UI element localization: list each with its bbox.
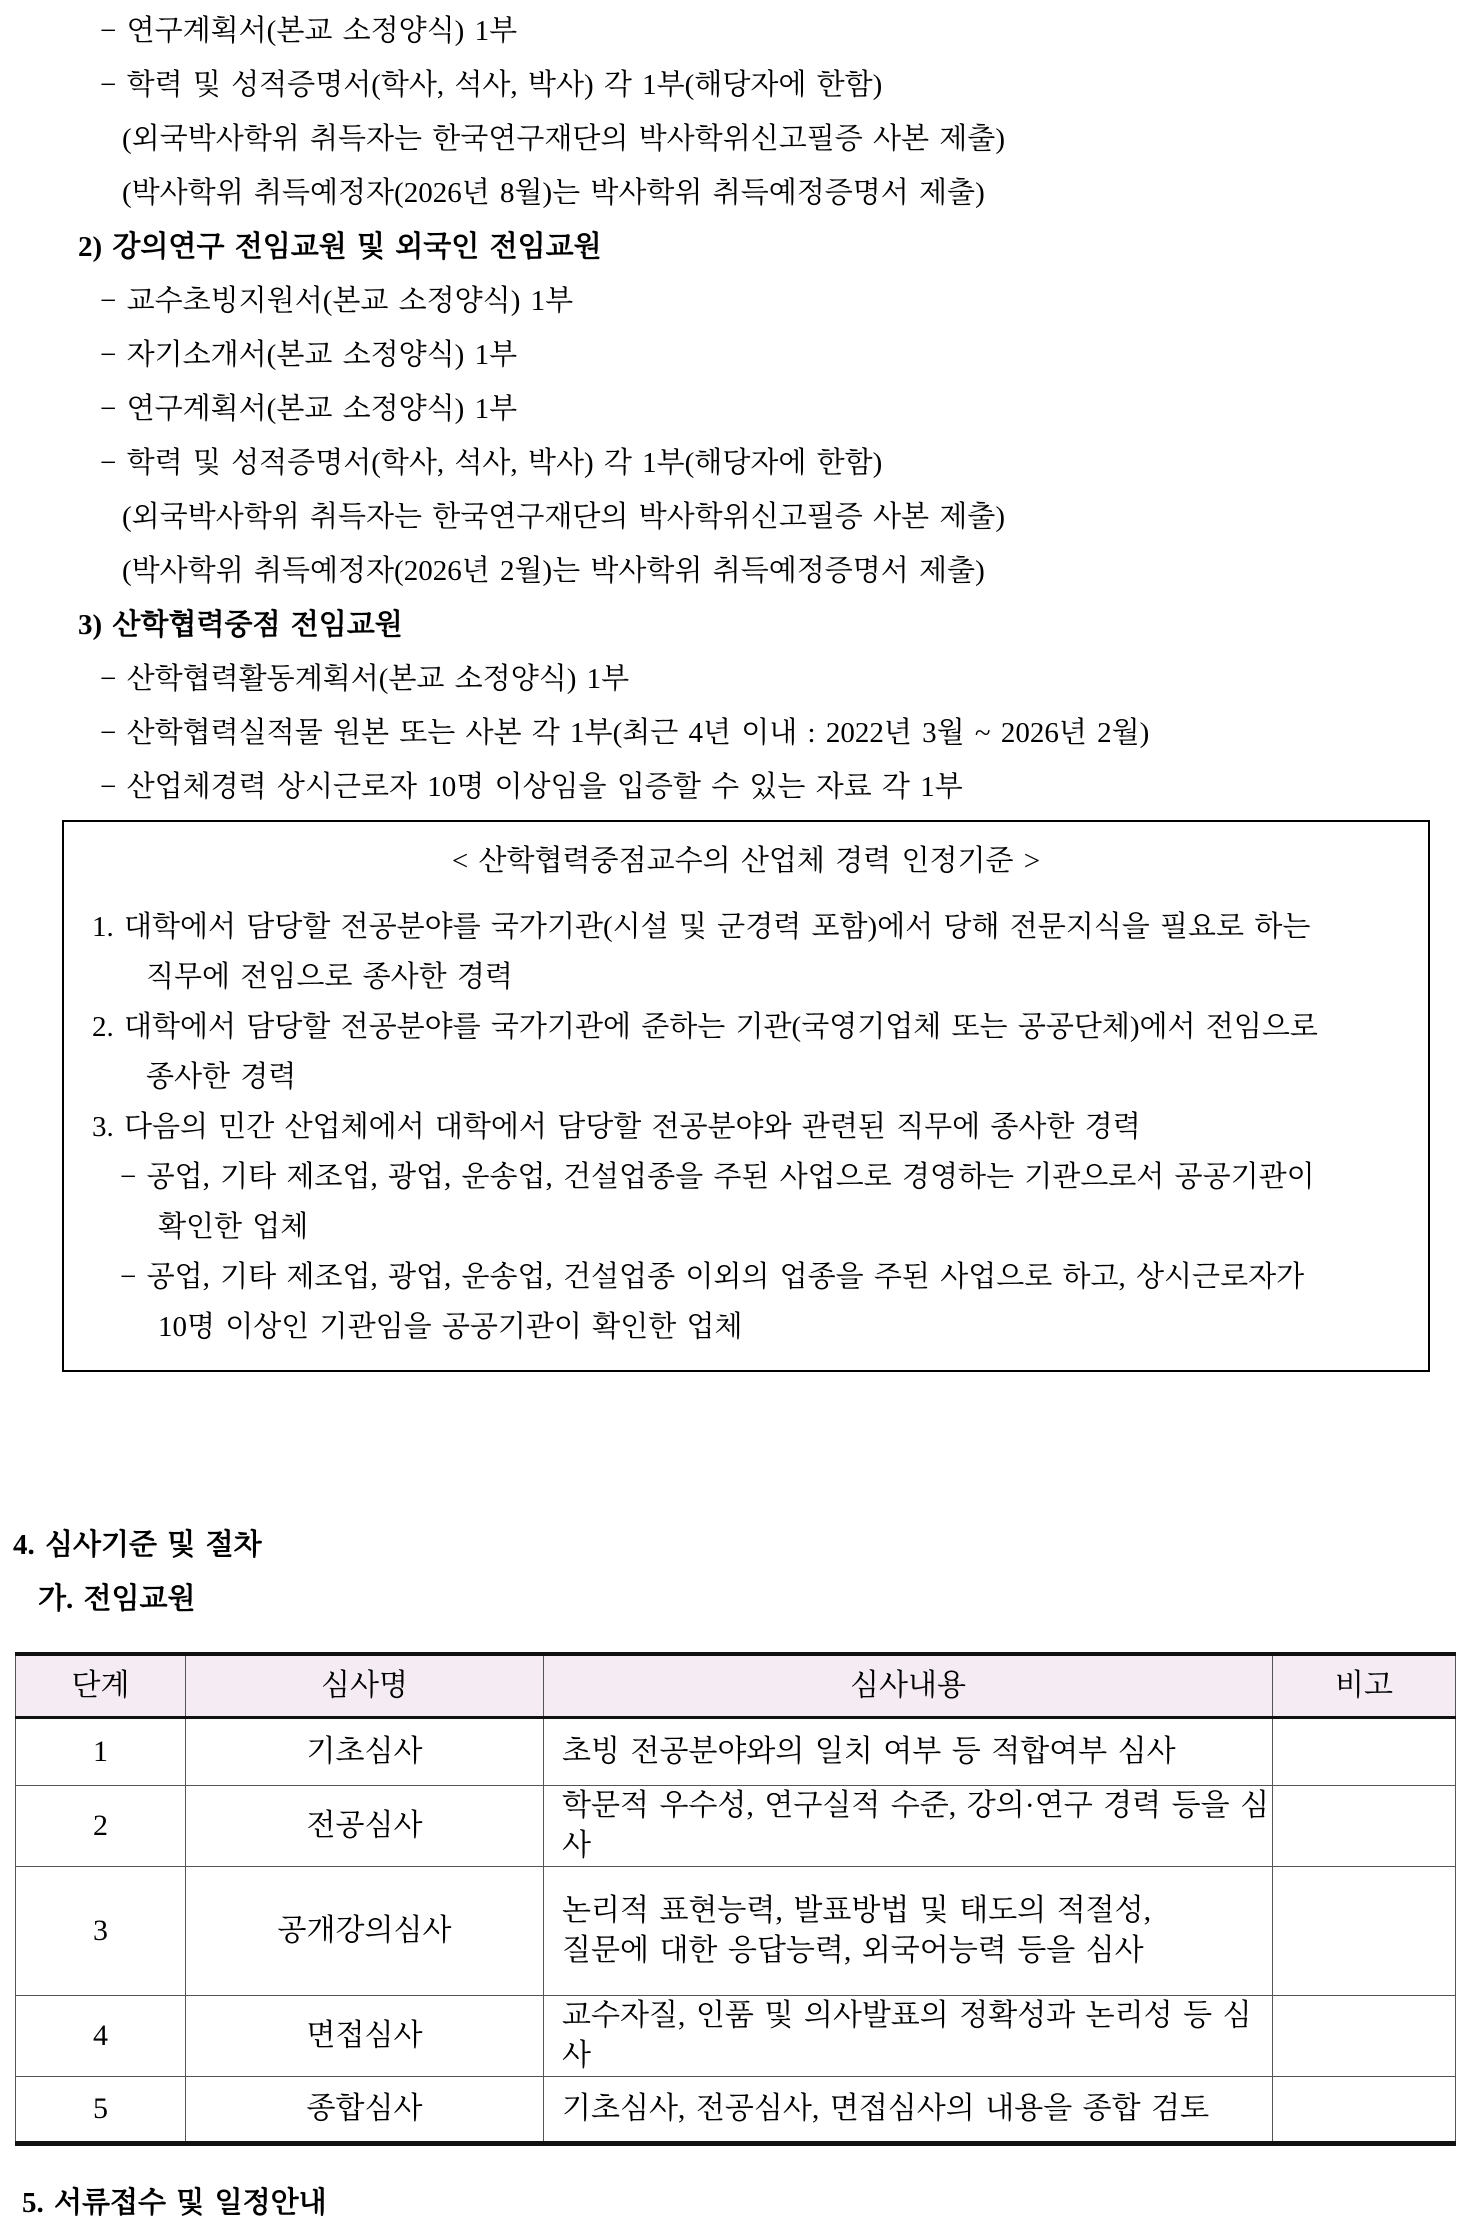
cell-name: 종합심사 bbox=[186, 2077, 544, 2144]
section-3-heading: 3) 산학협력중점 전임교원 bbox=[78, 609, 403, 641]
list-item: − 교수초빙지원서(본교 소정양식) 1부 bbox=[100, 285, 574, 317]
criteria-line: 10명 이상인 기관임을 공공기관이 확인한 업체 bbox=[158, 1311, 743, 1343]
table-row bbox=[16, 2077, 1456, 2144]
col-header-note: 비고 bbox=[1273, 1654, 1456, 1718]
cell-content: 학문적 우수성, 연구실적 수준, 강의·연구 경력 등을 심사 bbox=[544, 1786, 1273, 1867]
criteria-line: 종사한 경력 bbox=[146, 1061, 297, 1093]
criteria-line: − 공업, 기타 제조업, 광업, 운송업, 건설업종 이외의 업종을 주된 사업으로 하고, 상시근로자가 bbox=[120, 1261, 1305, 1293]
criteria-box bbox=[62, 820, 1430, 1372]
table-header-row bbox=[16, 1654, 1456, 1718]
cell-note bbox=[1273, 1786, 1456, 1867]
table-row bbox=[16, 1718, 1456, 1786]
criteria-line: 직무에 전임으로 종사한 경력 bbox=[146, 961, 513, 993]
list-item-note: (외국박사학위 취득자는 한국연구재단의 박사학위신고필증 사본 제출) bbox=[122, 123, 1005, 155]
cell-note bbox=[1273, 1867, 1456, 1996]
cell-content bbox=[544, 1867, 1273, 1996]
table-row bbox=[16, 1996, 1456, 2077]
section-4-subheading: 가. 전임교원 bbox=[38, 1583, 196, 1615]
list-item: − 산학협력활동계획서(본교 소정양식) 1부 bbox=[100, 663, 630, 695]
list-item: − 연구계획서(본교 소정양식) 1부 bbox=[100, 393, 518, 425]
criteria-line: 2. 대학에서 담당할 전공분야를 국가기관에 준하는 기관(국영기업체 또는 공공단체)에서 전임으로 bbox=[92, 1011, 1318, 1043]
list-item: − 학력 및 성적증명서(학사, 석사, 박사) 각 1부(해당자에 한함) bbox=[100, 69, 883, 101]
section-5-heading: 5. 서류접수 및 일정안내 bbox=[22, 2187, 327, 2219]
criteria-line: 1. 대학에서 담당할 전공분야를 국가기관(시설 및 군경력 포함)에서 당해 전문지식을 필요로 하는 bbox=[92, 911, 1311, 943]
col-header-name: 심사명 bbox=[186, 1654, 544, 1718]
criteria-line: 3. 다음의 민간 산업체에서 대학에서 담당할 전공분야와 관련된 직무에 종사한 경력 bbox=[92, 1111, 1141, 1143]
cell-content-line: 논리적 표현능력, 발표방법 및 태도의 적절성, bbox=[562, 1894, 1152, 1927]
col-header-step: 단계 bbox=[16, 1654, 186, 1718]
list-item: − 산학협력실적물 원본 또는 사본 각 1부(최근 4년 이내 : 2022년 3월 ~ 2026년 2월) bbox=[100, 717, 1150, 749]
cell-note bbox=[1273, 1718, 1456, 1786]
list-item-note: (박사학위 취득예정자(2026년 2월)는 박사학위 취득예정증명서 제출) bbox=[122, 555, 985, 587]
cell-content: 초빙 전공분야와의 일치 여부 등 적합여부 심사 bbox=[544, 1718, 1273, 1786]
cell-content: 기초심사, 전공심사, 면접심사의 내용을 종합 검토 bbox=[544, 2077, 1273, 2144]
cell-step: 1 bbox=[16, 1718, 186, 1786]
cell-note bbox=[1273, 1996, 1456, 2077]
list-item: − 산업체경력 상시근로자 10명 이상임을 입증할 수 있는 자료 각 1부 bbox=[100, 771, 963, 803]
criteria-line: 확인한 업체 bbox=[158, 1211, 309, 1243]
table-row bbox=[16, 1867, 1456, 1996]
cell-content-line: 질문에 대한 응답능력, 외국어능력 등을 심사 bbox=[562, 1934, 1144, 1967]
list-item-note: (외국박사학위 취득자는 한국연구재단의 박사학위신고필증 사본 제출) bbox=[122, 501, 1005, 533]
cell-step: 3 bbox=[16, 1867, 186, 1996]
list-item-note: (박사학위 취득예정자(2026년 8월)는 박사학위 취득예정증명서 제출) bbox=[122, 177, 985, 209]
cell-name: 전공심사 bbox=[186, 1786, 544, 1867]
section-2-heading: 2) 강의연구 전임교원 및 외국인 전임교원 bbox=[78, 231, 602, 263]
table-row bbox=[16, 1786, 1456, 1867]
cell-content: 교수자질, 인품 및 의사발표의 정확성과 논리성 등 심사 bbox=[544, 1996, 1273, 2077]
cell-name: 공개강의심사 bbox=[186, 1867, 544, 1996]
section-4-heading: 4. 심사기준 및 절차 bbox=[13, 1529, 262, 1561]
review-criteria-table bbox=[15, 1652, 1456, 2146]
list-item: − 연구계획서(본교 소정양식) 1부 bbox=[100, 15, 518, 47]
list-item: − 학력 및 성적증명서(학사, 석사, 박사) 각 1부(해당자에 한함) bbox=[100, 447, 883, 479]
cell-name: 면접심사 bbox=[186, 1996, 544, 2077]
cell-note bbox=[1273, 2077, 1456, 2144]
cell-step: 2 bbox=[16, 1786, 186, 1867]
cell-step: 4 bbox=[16, 1996, 186, 2077]
col-header-content: 심사내용 bbox=[544, 1654, 1273, 1718]
list-item: − 자기소개서(본교 소정양식) 1부 bbox=[100, 339, 518, 371]
criteria-line: − 공업, 기타 제조업, 광업, 운송업, 건설업종을 주된 사업으로 경영하는 기관으로서 공공기관이 bbox=[120, 1161, 1315, 1193]
criteria-box-title: < 산학협력중점교수의 산업체 경력 인정기준 > bbox=[451, 845, 1041, 877]
cell-step: 5 bbox=[16, 2077, 186, 2144]
cell-name: 기초심사 bbox=[186, 1718, 544, 1786]
